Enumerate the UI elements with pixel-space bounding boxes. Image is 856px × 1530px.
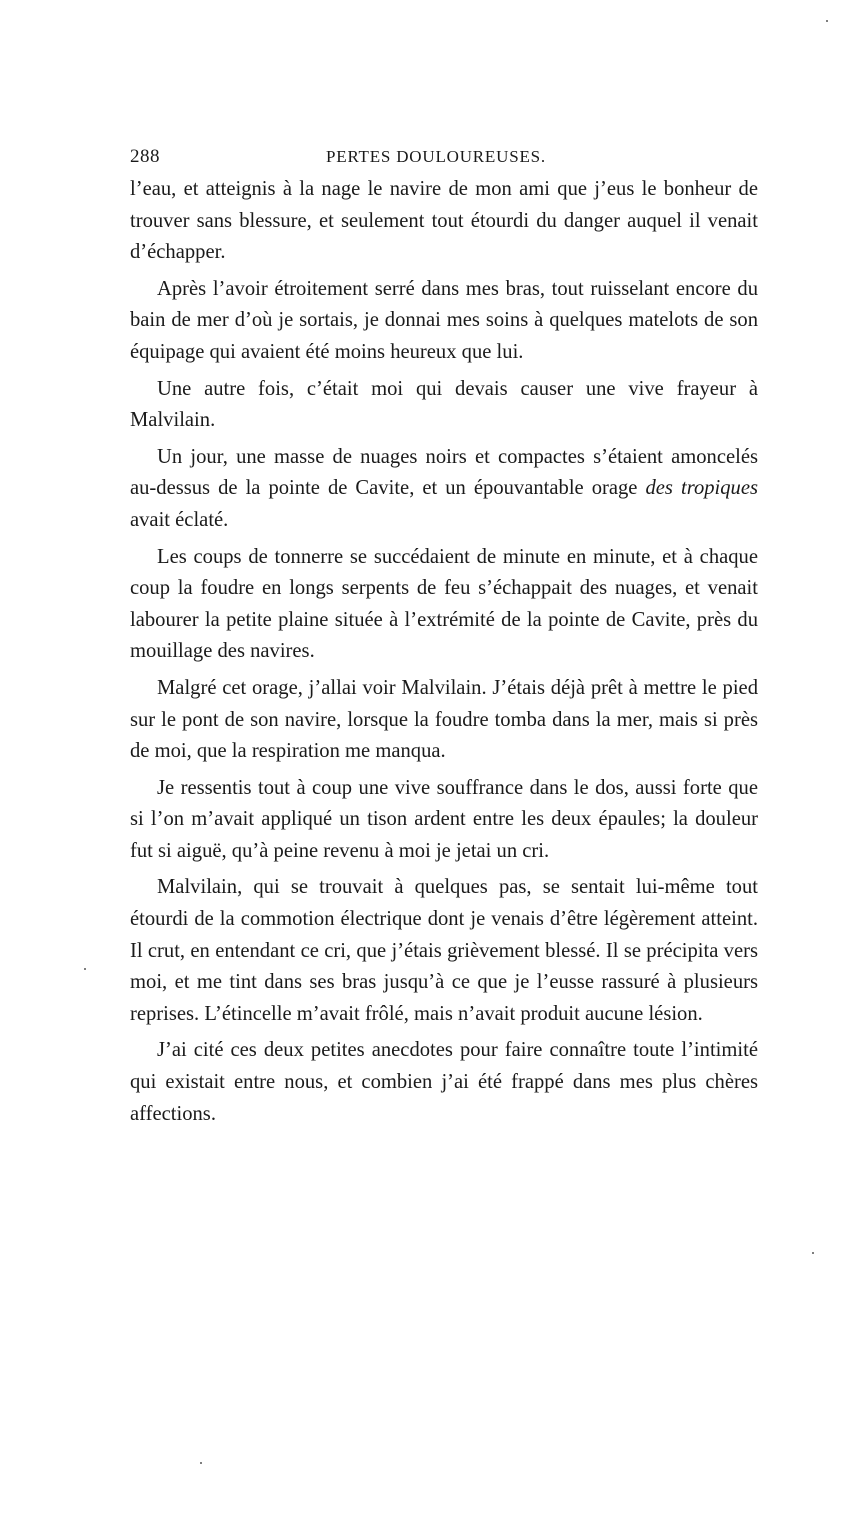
paragraph-3: Une autre fois, c’était moi qui devais causer une vive frayeur à Malvilain. (130, 377, 758, 432)
book-page (130, 144, 758, 1130)
scan-speck (826, 20, 828, 22)
paragraph-4-text-end: avait éclaté. (130, 508, 229, 531)
paragraph-4-italic: des tropiques (645, 477, 759, 500)
paragraph-4 (130, 442, 758, 537)
paragraph-9: J’ai cité ces deux petites anecdotes pour faire connaître toute l’intimité qui existait entre nous, et combien j’ai été frappé dans mes plus chères affections. (130, 1039, 758, 1125)
paragraph-1: l’eau, et atteignis à la nage le navire de mon ami que j’eus le bonheur de trouver sans blessure, et seulement tout étourdi du danger auquel il venait d’échapper. (130, 178, 758, 264)
scan-speck (812, 1252, 814, 1254)
paragraph-7: Je ressentis tout à coup une vive souffrance dans le dos, aussi forte que si l’on m’avait appliqué un tison ardent entre les deux épaules; la douleur fut si aiguë, qu’à peine revenu à moi je jetai un cri. (130, 776, 758, 862)
paragraph-8: Malvilain, qui se trouvait à quelques pas, se sentait lui-même tout étourdi de la commotion électrique dont je venais d’être légèrement atteint. Il crut, en entendant ce cri, que j’étais grièvement blessé. Il se précipita vers moi, et me tint dans ses bras jusqu’à ce que je l’eusse rassuré à plusieurs reprises. L’étincelle m’avait frôlé, mais n’avait produit aucune lésion. (130, 876, 758, 1025)
paragraph-2: Après l’avoir étroitement serré dans mes bras, tout ruisselant encore du bain de mer d’où je sortais, je donnai mes soins à quelques matelots de son équipage qui avaient été moins heureux que lui. (130, 277, 758, 363)
running-head (130, 144, 758, 174)
running-title: PERTES DOULOUREUSES. (326, 147, 546, 166)
body-text (130, 174, 758, 1130)
scan-speck (200, 1462, 202, 1464)
page-number: 288 (130, 146, 160, 167)
paragraph-5: Les coups de tonnerre se succédaient de minute en minute, et à chaque coup la foudre en longs serpents de feu s’échappait des nuages, et venait labourer la petite plaine située à l’extrémité de la pointe de Cavite, près du mouillage des navires. (130, 545, 758, 663)
paragraph-6: Malgré cet orage, j’allai voir Malvilain. J’étais déjà prêt à mettre le pied sur le pont de son navire, lorsque la foudre tomba dans la mer, mais si près de moi, que la respiration me manqua. (130, 676, 758, 763)
paragraph-4-text-start: Un jour, une masse de nuages noirs et compactes s’étaient amoncelés au-dessus de la pointe de Cavite, et un épouvantable orage (130, 445, 758, 500)
scan-speck (84, 968, 86, 970)
